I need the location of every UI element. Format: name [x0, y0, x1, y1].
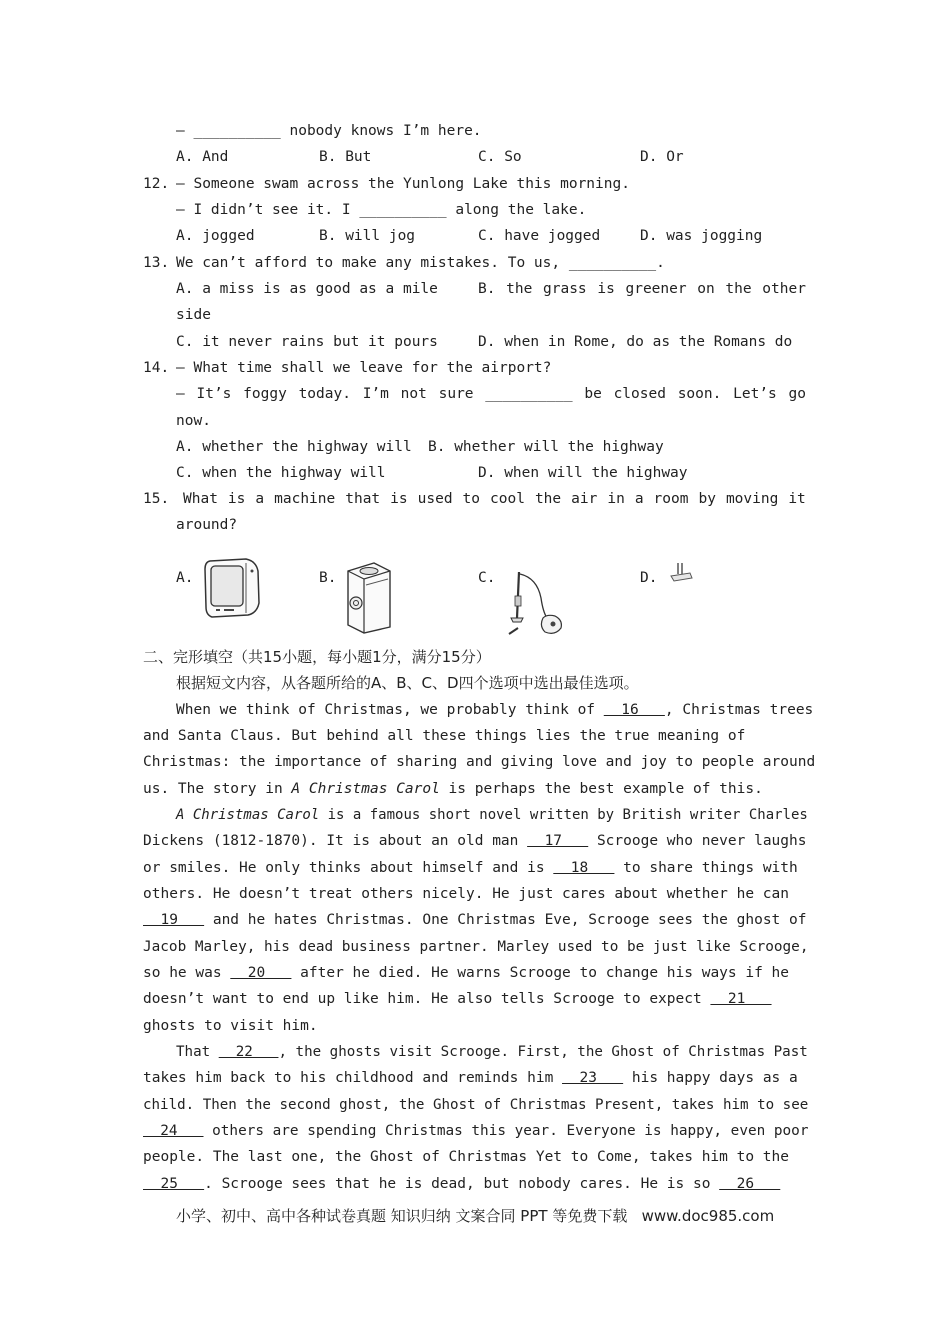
blank-25: 25	[143, 1176, 205, 1192]
passage-p2-line3: or smiles. He only thinks about himself and is 18 to share things with	[143, 860, 798, 876]
q15-stem: What is a machine that is used to cool the air in a room by moving it	[183, 491, 806, 507]
q12-option-a: A. jogged	[176, 228, 255, 244]
blank-20: 20	[230, 965, 292, 981]
passage-p2-line5: 19 and he hates Christmas. One Christmas Eve, Scrooge sees the ghost of	[143, 912, 807, 928]
q11-line: — __________ nobody knows I’m here.	[176, 123, 482, 139]
passage-p1-line3: Christmas: the importance of sharing and giving love and joy to people around	[143, 754, 816, 770]
blank-19: 19	[143, 912, 205, 928]
q11-option-d: D. Or	[640, 149, 684, 165]
q14-option-c: C. when the highway will	[176, 465, 386, 481]
q13-option-d: D. when in Rome, do as the Romans do	[478, 334, 793, 350]
passage-p3-line6: 25 . Scrooge sees that he is dead, but nobody cares. He is so 26	[143, 1176, 781, 1192]
passage-p2-line7: so he was 20 after he died. He warns Scrooge to change his ways if he	[143, 965, 790, 981]
q15-label-a: A.	[176, 570, 194, 586]
blank-21: 21	[710, 991, 772, 1007]
page-footer: 小学、初中、高中各种试卷真题 知识归纳 文案合同 PPT 等免费下载 www.doc985.com	[176, 1207, 775, 1225]
q15-number: 15.	[143, 491, 170, 507]
q14-line2: — It’s foggy today. I’m not sure __________ be closed soon. Let’s go	[176, 386, 806, 402]
q13-stem: We can’t afford to make any mistakes. To us, __________.	[176, 255, 665, 271]
q11-option-a: A. And	[176, 149, 229, 165]
vacuum-cleaner-icon	[497, 568, 567, 638]
passage-p3-line1: That 22 , the ghosts visit Scrooge. First, the Ghost of Christmas Past	[176, 1044, 808, 1060]
blank-16: 16	[603, 702, 665, 718]
q12-option-b: B. will jog	[319, 228, 416, 244]
passage-p2-line6: Jacob Marley, his dead business partner. Marley used to be just like Scrooge,	[143, 939, 809, 955]
blank-26: 26	[719, 1176, 781, 1192]
q12-option-c: C. have jogged	[478, 228, 601, 244]
q15-label-b: B.	[319, 570, 337, 586]
passage-p2-line2: Dickens (1812-1870). It is about an old man 17 Scrooge who never laughs	[143, 833, 807, 849]
q15-stem-cont: around?	[176, 517, 238, 533]
book-title: A Christmas Carol	[291, 781, 440, 797]
blank-23: 23	[562, 1070, 624, 1086]
section-instruction: 根据短文内容，从各题所给的A、B、C、D四个选项中选出最佳选项。	[176, 674, 639, 692]
passage-p2-line8: doesn’t want to end up like him. He also tells Scrooge to expect 21	[143, 991, 772, 1007]
q15-label-d: D.	[640, 570, 658, 586]
washing-machine-icon	[344, 561, 394, 635]
passage-p1-line4: us. The story in A Christmas Carol is perhaps the best example of this.	[143, 781, 763, 797]
q11-option-b: B. But	[319, 149, 372, 165]
q14-option-d: D. when will the highway	[478, 465, 688, 481]
q15-label-c: C.	[478, 570, 496, 586]
q14-option-a: A. whether the highway will	[176, 439, 412, 455]
television-icon	[202, 557, 262, 619]
blank-18: 18	[553, 860, 615, 876]
blank-24: 24	[143, 1123, 204, 1139]
passage-p3-line4: 24 others are spending Christmas this year. Everyone is happy, even poor	[143, 1123, 809, 1139]
q12-line2: — I didn’t see it. I __________ along the lake.	[176, 202, 587, 218]
q13-option-b: B. the grass is greener on the other	[478, 281, 806, 297]
book-title-2: A Christmas Carol	[176, 807, 320, 823]
q12-option-d: D. was jogging	[640, 228, 763, 244]
passage-p3-line3: child. Then the second ghost, the Ghost of Christmas Present, takes him to see	[143, 1097, 809, 1113]
passage-p2-line9: ghosts to visit him.	[143, 1018, 318, 1034]
q13-option-b-cont: side	[176, 307, 211, 323]
electric-fan-icon	[668, 562, 694, 584]
blank-17: 17	[527, 833, 589, 849]
section-title: 二、完形填空（共15小题，每小题1分，满分15分）	[143, 648, 491, 666]
passage-p2-line4: others. He doesn’t treat others nicely. He just cares about whether he can	[143, 886, 790, 902]
q14-option-b: B. whether will the highway	[428, 439, 664, 455]
passage-p1-line2: and Santa Claus. But behind all these things lies the true meaning of	[143, 728, 746, 744]
passage-p1-line1: When we think of Christmas, we probably think of 16 , Christmas trees	[176, 702, 814, 718]
q11-option-c: C. So	[478, 149, 522, 165]
passage-p2-line1: A Christmas Carol is a famous short novel written by British writer Charles	[176, 807, 808, 823]
q12-number: 12.	[143, 176, 170, 192]
q14-line1: — What time shall we leave for the airport?	[176, 360, 552, 376]
q14-number: 14.	[143, 360, 170, 376]
passage-p3-line5: people. The last one, the Ghost of Christmas Yet to Come, takes him to the	[143, 1149, 790, 1165]
q14-line2-cont: now.	[176, 413, 211, 429]
blank-22: 22	[218, 1044, 279, 1060]
q13-option-c: C. it never rains but it pours	[176, 334, 438, 350]
q12-line1: — Someone swam across the Yunlong Lake this morning.	[176, 176, 630, 192]
passage-p3-line2: takes him back to his childhood and reminds him 23 his happy days as a	[143, 1070, 798, 1086]
q13-option-a: A. a miss is as good as a mile	[176, 281, 438, 297]
q13-number: 13.	[143, 255, 170, 271]
